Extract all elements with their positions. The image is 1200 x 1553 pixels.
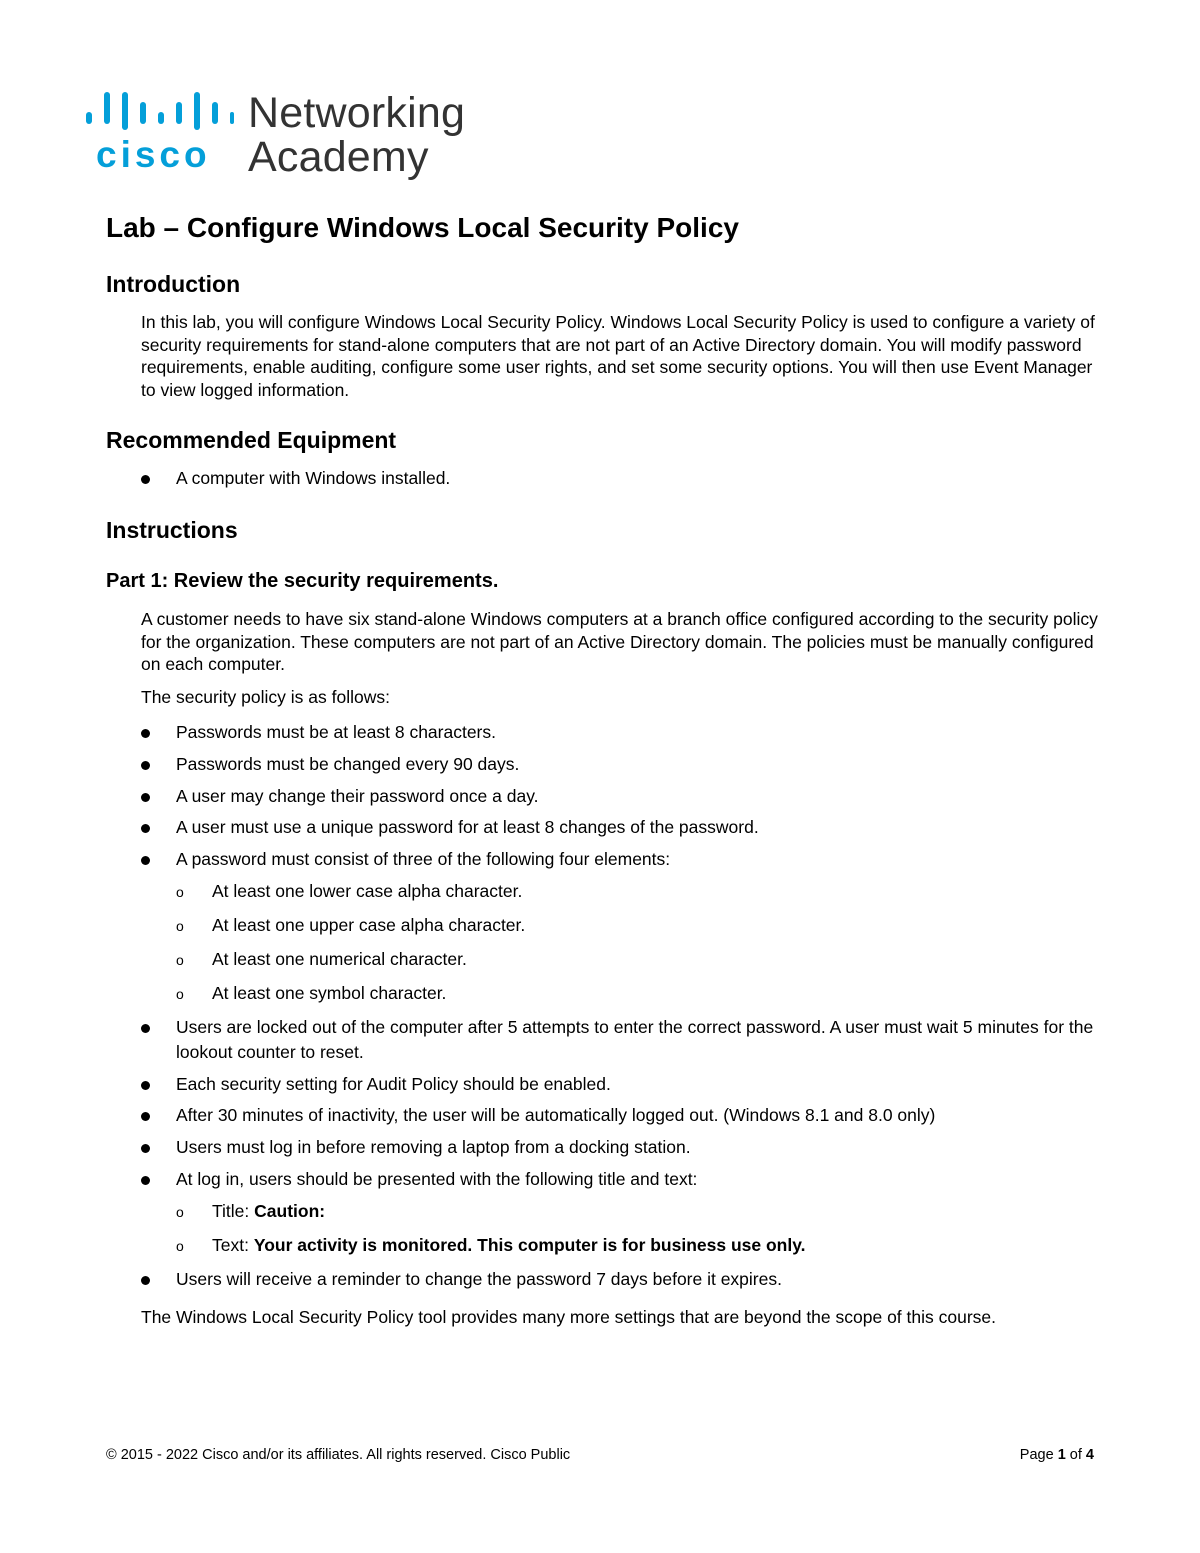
bullet-icon <box>141 1081 150 1090</box>
introduction-text: In this lab, you will configure Windows Local Security Policy. Windows Local Security Policy is used to configure a variety of security requirements for stand-alone computers that are not part of an Active Directory domain. You will modify password requirements, enable auditing, configure some user rights, and set some security options. You will then use Event Manager to view logged information. <box>141 312 1095 400</box>
bullet-icon <box>141 793 150 802</box>
bullet-icon <box>141 1144 150 1153</box>
sub-list-item <box>176 1233 1096 1258</box>
login-title-value: Caution: <box>254 1201 326 1221</box>
circle-bullet-icon: o <box>176 884 184 900</box>
footer-copyright: © 2015 - 2022 Cisco and/or its affiliates. All rights reserved. Cisco Public <box>106 1447 571 1463</box>
list-item: At log in, users should be presented with the following title and text: <box>141 1167 1101 1192</box>
part1-intro-text: A customer needs to have six stand-alone Windows computers at a branch office configured according to the security policy for the organization. These computers are not part of an Active Directory domain. The policies must be manually configured on each computer. <box>141 609 1098 674</box>
login-title-label: Title: <box>212 1201 255 1221</box>
list-item: Passwords must be at least 8 characters. <box>141 720 1101 745</box>
list-item: A user may change their password once a day. <box>141 784 1101 809</box>
instructions-heading: Instructions <box>106 517 238 543</box>
list-item: Users are locked out of the computer after 5 attempts to enter the correct password. A user must wait 5 minutes for the lookout counter to reset. <box>141 1015 1101 1065</box>
cisco-wordmark: cisco <box>96 134 211 175</box>
document-title: Lab – Configure Windows Local Security Policy <box>106 212 739 243</box>
cisco-networking-academy-logo <box>84 86 484 182</box>
cisco-bars-icon <box>84 90 234 132</box>
list-item: A user must use a unique password for at least 8 changes of the password. <box>141 815 1101 840</box>
part1-heading: Part 1: Review the security requirements. <box>106 570 499 592</box>
list-item: A computer with Windows installed. <box>141 466 1101 491</box>
circle-bullet-icon: o <box>176 986 184 1002</box>
circle-bullet-icon: o <box>176 1238 184 1254</box>
circle-bullet-icon: o <box>176 918 184 934</box>
equipment-heading: Recommended Equipment <box>106 427 397 453</box>
logo-academy-text: Academy <box>248 133 429 181</box>
circle-bullet-icon: o <box>176 1204 184 1220</box>
current-page: 1 <box>1057 1447 1066 1463</box>
bullet-icon <box>141 761 150 770</box>
bullet-icon <box>141 824 150 833</box>
login-text-label: Text: <box>212 1235 254 1255</box>
circle-bullet-icon: o <box>176 952 184 968</box>
bullet-icon <box>141 1276 150 1285</box>
list-item: Users must log in before removing a laptop from a docking station. <box>141 1135 1101 1160</box>
total-pages: 4 <box>1085 1447 1094 1463</box>
sub-list-item: o At least one upper case alpha character. <box>176 913 1096 938</box>
bullet-icon <box>141 475 150 484</box>
bullet-icon <box>141 729 150 738</box>
policy-lead-text: The security policy is as follows: <box>141 687 390 707</box>
bullet-icon <box>141 856 150 865</box>
bullet-icon <box>141 1176 150 1185</box>
list-item: Each security setting for Audit Policy should be enabled. <box>141 1072 1101 1097</box>
bullet-icon <box>141 1112 150 1121</box>
sub-list-item: o At least one lower case alpha character. <box>176 879 1096 904</box>
list-item: Users will receive a reminder to change the password 7 days before it expires. <box>141 1267 1101 1292</box>
logo-networking-text: Networking <box>248 89 466 137</box>
list-item: A password must consist of three of the following four elements: <box>141 847 1101 872</box>
list-item: After 30 minutes of inactivity, the user will be automatically logged out. (Windows 8.1 and 8.0 only) <box>141 1103 1101 1128</box>
sub-list-item: o At least one symbol character. <box>176 981 1096 1006</box>
bullet-icon <box>141 1024 150 1033</box>
sub-list-item: o At least one numerical character. <box>176 947 1096 972</box>
login-text-value: Your activity is monitored. This computer is for business use only. <box>253 1235 806 1255</box>
sub-list-item <box>176 1199 1096 1224</box>
footer-page-number: Page 1 of 4 <box>1019 1447 1094 1463</box>
introduction-heading: Introduction <box>106 271 241 297</box>
list-item: Passwords must be changed every 90 days. <box>141 752 1101 777</box>
closing-text: The Windows Local Security Policy tool provides many more settings that are beyond the scope of this course. <box>141 1307 997 1327</box>
